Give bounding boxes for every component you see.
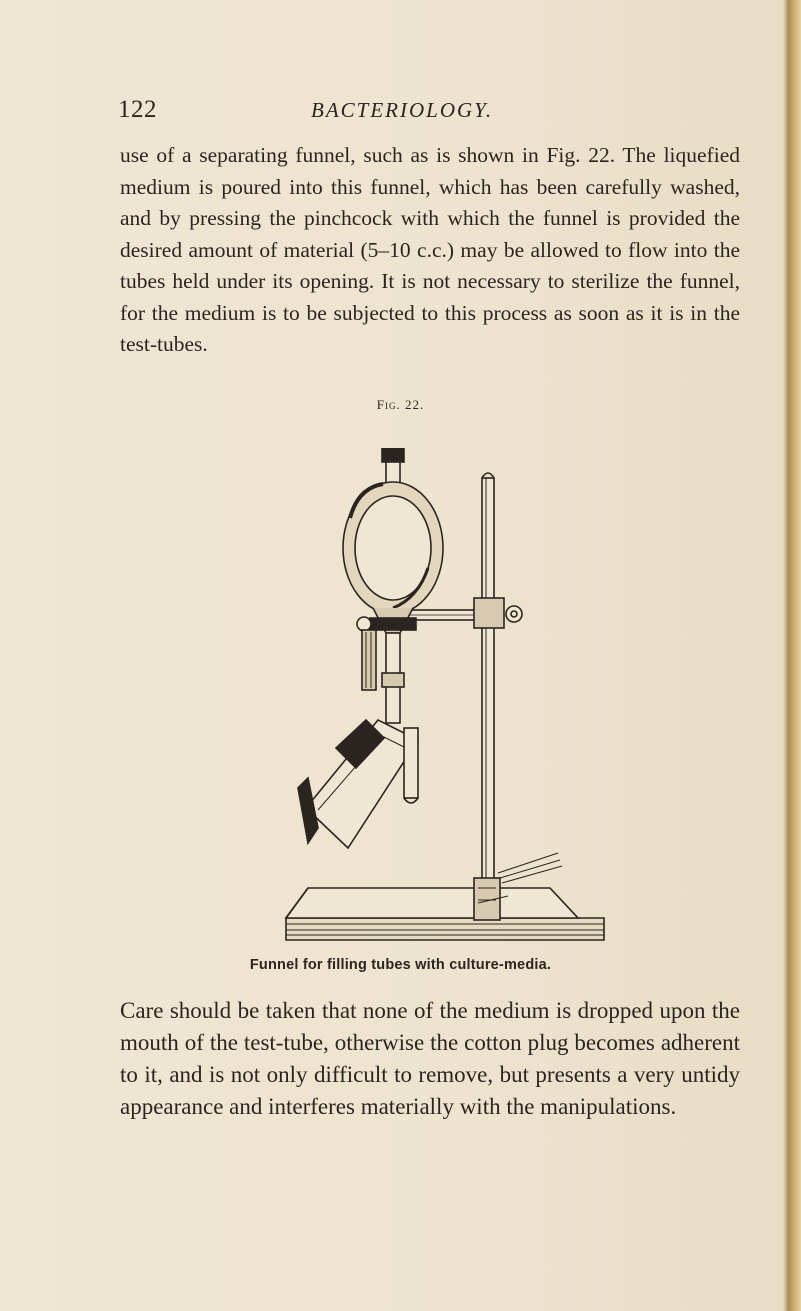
running-title: BACTERIOLOGY. [311, 98, 494, 122]
side-clamp [362, 630, 376, 690]
page-number: 122 [118, 96, 157, 123]
paragraph-2: Care should be taken that none of the medium is dropped upon the mouth of the test-tube, otherwise the cotton plug becomes adherent to it, and is not only difficult to remove, but presents a very untidy appearance and interferes materially with the manipulations. [120, 998, 740, 1119]
figure-label: Fig. 22. [376, 397, 425, 412]
funnel-bulb [343, 448, 443, 633]
stand-base [286, 888, 604, 940]
running-head [118, 96, 718, 126]
stand-rod [474, 473, 500, 920]
paragraph-1: use of a separating funnel, such as is shown in Fig. 22. The liquefied medium is poured into this funnel, which has been carefully washed, and by pressing the pinchcock with which the funnel is provided the desired amount of material (5–10 c.c.) may be allowed to flow into the tubes held under its opening. It is not necessary to sterilize the funnel, for the medium is to be subjected to this process as soon as it is in the test-tubes. [120, 143, 740, 356]
funnel-illustration [278, 448, 608, 953]
page-edge [783, 0, 801, 1311]
tube-holder [298, 720, 418, 848]
figure-caption: Funnel for filling tubes with culture-media. [249, 957, 552, 973]
